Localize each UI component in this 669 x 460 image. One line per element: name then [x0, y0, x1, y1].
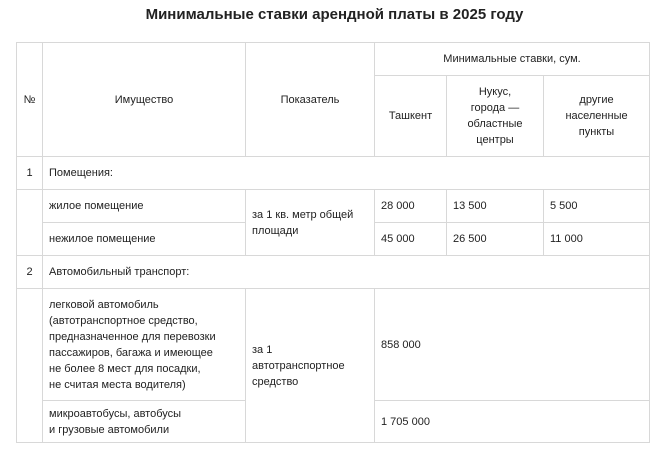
header-property: Имущество — [43, 43, 246, 157]
header-other: другие населенные пункты — [544, 76, 650, 157]
row-indicator: за 1 автотранспортное средство — [246, 289, 375, 443]
row-name: легковой автомобиль (автотранспортное средство, предназначенное для перевозки пассажиров, багажа и имеющее не более 8 мест для посадки, не считая места водителя) — [43, 289, 246, 401]
row-name: нежилое помещение — [43, 223, 246, 256]
row-indicator: за 1 кв. метр общей площади — [246, 190, 375, 256]
cell-nukus: 26 500 — [447, 223, 544, 256]
header-nukus: Нукус, города — областные центры — [447, 76, 544, 157]
section-number-spacer — [17, 190, 43, 256]
rates-table — [16, 42, 650, 443]
section-title: Помещения: — [43, 157, 650, 190]
header-tashkent: Ташкент — [375, 76, 447, 157]
section-number-spacer — [17, 289, 43, 443]
page-title: Минимальные ставки арендной платы в 2025 году — [145, 6, 524, 23]
cell-other: 5 500 — [544, 190, 650, 223]
cell-tashkent: 45 000 — [375, 223, 447, 256]
cell-nukus: 13 500 — [447, 190, 544, 223]
cell-other: 11 000 — [544, 223, 650, 256]
cell-tashkent: 28 000 — [375, 190, 447, 223]
row-name: жилое помещение — [43, 190, 246, 223]
header-no: № — [17, 43, 43, 157]
section-number: 1 — [17, 157, 43, 190]
cell-value: 858 000 — [375, 289, 650, 401]
row-name: микроавтобусы, автобусы и грузовые автомобили — [43, 401, 246, 443]
section-title: Автомобильный транспорт: — [43, 256, 650, 289]
cell-value: 1 705 000 — [375, 401, 650, 443]
section-number: 2 — [17, 256, 43, 289]
header-indicator: Показатель — [246, 43, 375, 157]
header-rates-group: Минимальные ставки, сум. — [375, 43, 650, 76]
